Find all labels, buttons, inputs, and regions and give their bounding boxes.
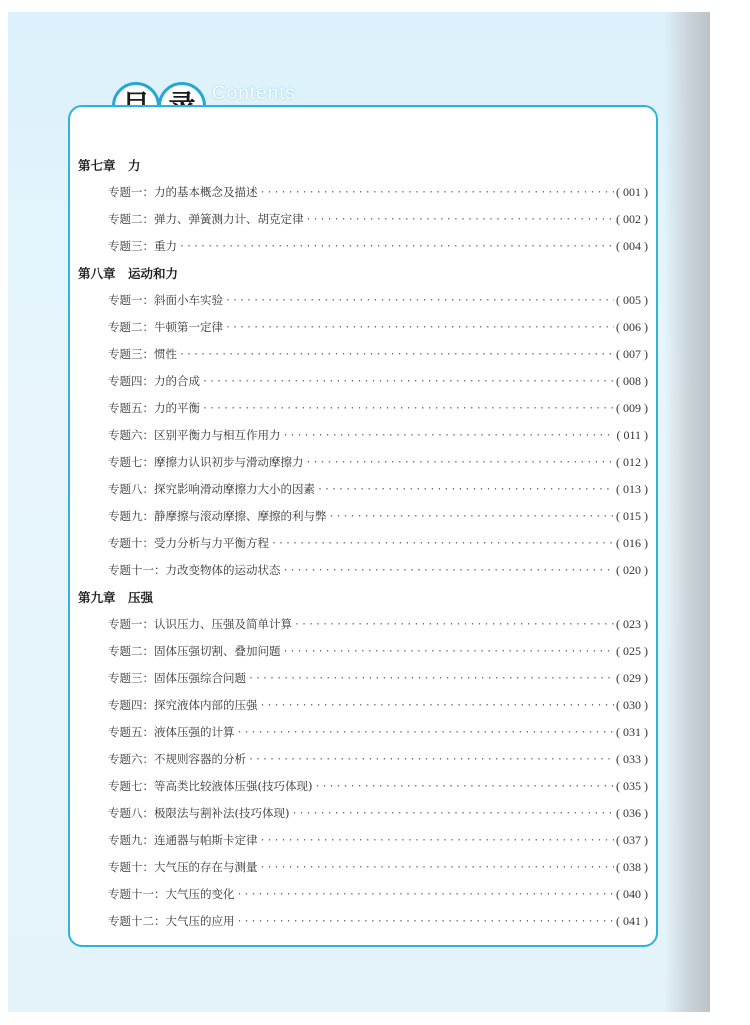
toc-entry-title: 专题六：区别平衡力与相互作用力 <box>108 428 281 442</box>
toc-page-number: ( 001 ) <box>616 185 648 199</box>
toc-entry[interactable] <box>78 530 648 557</box>
toc-entry-title: 专题三：重力 <box>108 239 177 253</box>
dot-leader <box>283 422 615 449</box>
toc-entry[interactable] <box>78 773 648 800</box>
dot-leader <box>248 746 614 773</box>
toc-page-number: ( 013 ) <box>616 482 648 496</box>
table-of-contents <box>68 105 658 947</box>
toc-entry-title: 专题十：受力分析与力平衡方程 <box>108 536 269 550</box>
dot-leader <box>260 692 615 719</box>
dot-leader <box>329 503 615 530</box>
toc-page-number: ( 016 ) <box>616 536 648 550</box>
toc-entry[interactable] <box>78 746 648 773</box>
book-page <box>8 12 710 1012</box>
dot-leader <box>294 611 614 638</box>
toc-entry[interactable] <box>78 692 648 719</box>
dot-leader <box>202 395 614 422</box>
toc-page-number: ( 006 ) <box>616 320 648 334</box>
toc-page-number: ( 008 ) <box>616 374 648 388</box>
dot-leader <box>225 287 614 314</box>
dot-leader <box>260 854 615 881</box>
toc-entry-title: 专题五：液体压强的计算 <box>108 725 235 739</box>
toc-entry[interactable] <box>78 503 648 530</box>
toc-entry-title: 专题四：探究液体内部的压强 <box>108 698 258 712</box>
dot-leader <box>237 908 615 935</box>
toc-page-number: ( 023 ) <box>616 617 648 631</box>
toc-entry[interactable] <box>78 719 648 746</box>
toc-entry-title: 专题九：连通器与帕斯卡定律 <box>108 833 258 847</box>
toc-page-number: ( 011 ) <box>616 428 648 442</box>
dot-leader <box>306 449 615 476</box>
dot-leader <box>291 800 614 827</box>
toc-entry[interactable] <box>78 638 648 665</box>
dot-leader <box>283 638 615 665</box>
toc-entry-title: 专题七：等高类比较液体压强(技巧体现) <box>108 779 313 793</box>
toc-entry[interactable] <box>78 233 648 260</box>
toc-entry-title: 专题五：力的平衡 <box>108 401 200 415</box>
toc-entry[interactable] <box>78 665 648 692</box>
toc-entry-title: 专题四：力的合成 <box>108 374 200 388</box>
toc-entry-title: 专题十二：大气压的应用 <box>108 914 235 928</box>
toc-entry-title: 专题八：探究影响滑动摩擦力大小的因素 <box>108 482 315 496</box>
dot-leader <box>271 530 614 557</box>
toc-entry-title: 专题九：静摩擦与滚动摩擦、摩擦的利与弊 <box>108 509 327 523</box>
chapter-heading[interactable]: 第八章 运动和力 <box>78 266 179 281</box>
toc-entry[interactable] <box>78 422 648 449</box>
chapter-heading[interactable]: 第九章 压强 <box>78 590 154 605</box>
toc-entry-title: 专题二：牛顿第一定律 <box>108 320 223 334</box>
toc-entry-title: 专题一：斜面小车实验 <box>108 293 223 307</box>
toc-entry-title: 专题一：认识压力、压强及简单计算 <box>108 617 292 631</box>
page-spine-shadow <box>664 12 710 1012</box>
dot-leader <box>237 719 615 746</box>
dot-leader <box>237 881 615 908</box>
toc-entry[interactable] <box>78 908 648 935</box>
toc-entry-title: 专题八：极限法与割补法(技巧体现) <box>108 806 290 820</box>
toc-entry[interactable] <box>78 827 648 854</box>
dot-leader <box>260 827 615 854</box>
dot-leader <box>202 368 614 395</box>
toc-entry[interactable] <box>78 287 648 314</box>
toc-entry[interactable] <box>78 476 648 503</box>
toc-page-number: ( 036 ) <box>616 806 648 820</box>
toc-page-number: ( 031 ) <box>616 725 648 739</box>
toc-page-number: ( 037 ) <box>616 833 648 847</box>
toc-entry[interactable] <box>78 395 648 422</box>
toc-page-number: ( 033 ) <box>616 752 648 766</box>
toc-entry[interactable] <box>78 854 648 881</box>
chapter-heading[interactable]: 第七章 力 <box>78 158 141 173</box>
toc-entry[interactable] <box>78 611 648 638</box>
toc-entry[interactable] <box>78 881 648 908</box>
toc-page-number: ( 007 ) <box>616 347 648 361</box>
toc-page-number: ( 012 ) <box>616 455 648 469</box>
toc-entry[interactable] <box>78 179 648 206</box>
toc-entry-title: 专题十一：大气压的变化 <box>108 887 235 901</box>
toc-entry[interactable] <box>78 314 648 341</box>
toc-entry-title: 专题三：固体压强综合问题 <box>108 671 246 685</box>
dot-leader <box>317 476 614 503</box>
dot-leader <box>260 179 615 206</box>
toc-page-number: ( 015 ) <box>616 509 648 523</box>
toc-entry-title: 专题一：力的基本概念及描述 <box>108 185 258 199</box>
toc-page-number: ( 009 ) <box>616 401 648 415</box>
dot-leader <box>248 665 614 692</box>
toc-entry-title: 专题三：惯性 <box>108 347 177 361</box>
dot-leader <box>306 206 615 233</box>
toc-page-number: ( 020 ) <box>616 563 648 577</box>
dot-leader <box>179 341 614 368</box>
toc-page-number: ( 038 ) <box>616 860 648 874</box>
toc-entry-title: 专题十一：力改变物体的运动状态 <box>108 563 281 577</box>
toc-entry[interactable] <box>78 341 648 368</box>
title-english: Contents <box>212 83 297 104</box>
toc-page-number: ( 040 ) <box>616 887 648 901</box>
toc-entry-title: 专题二：弹力、弹簧测力计、胡克定律 <box>108 212 304 226</box>
toc-page-number: ( 002 ) <box>616 212 648 226</box>
toc-page-number: ( 041 ) <box>616 914 648 928</box>
toc-entry-title: 专题七：摩擦力认识初步与滑动摩擦力 <box>108 455 304 469</box>
toc-page-number: ( 035 ) <box>616 779 648 793</box>
toc-list <box>78 152 648 935</box>
toc-entry-title: 专题二：固体压强切割、叠加问题 <box>108 644 281 658</box>
toc-entry-title: 专题六：不规则容器的分析 <box>108 752 246 766</box>
toc-entry[interactable] <box>78 206 648 233</box>
toc-entry[interactable] <box>78 449 648 476</box>
toc-entry[interactable] <box>78 368 648 395</box>
toc-page-number: ( 004 ) <box>616 239 648 253</box>
toc-page-number: ( 029 ) <box>616 671 648 685</box>
toc-entry[interactable] <box>78 557 648 584</box>
toc-page-number: ( 030 ) <box>616 698 648 712</box>
dot-leader <box>179 233 614 260</box>
dot-leader <box>283 557 615 584</box>
dot-leader <box>225 314 614 341</box>
dot-leader <box>314 773 614 800</box>
toc-page-number: ( 005 ) <box>616 293 648 307</box>
toc-entry-title: 专题十：大气压的存在与测量 <box>108 860 258 874</box>
toc-page-number: ( 025 ) <box>616 644 648 658</box>
toc-entry[interactable] <box>78 800 648 827</box>
